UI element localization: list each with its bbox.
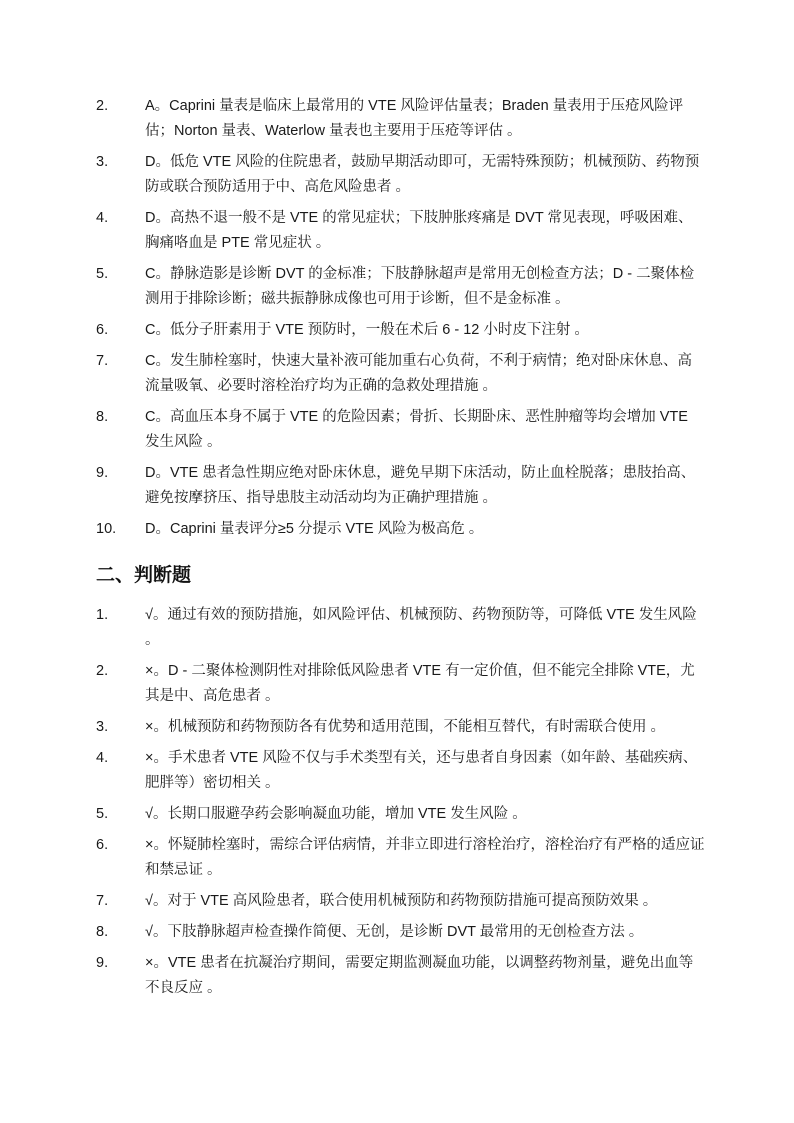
item-text: ×。机械预防和药物预防各有优势和适用范围，不能相互替代，有时需联合使用 。: [145, 719, 665, 735]
list-item: [96, 150, 706, 200]
list-item: [96, 833, 706, 883]
list-item: [96, 889, 706, 914]
item-text: C。低分子肝素用于 VTE 预防时，一般在术后 6 - 12 小时皮下注射 。: [145, 322, 589, 338]
item-number: 10.: [96, 521, 117, 537]
list-item: [96, 746, 706, 796]
list-item: [96, 318, 706, 343]
answer-list-true-false: [96, 603, 706, 1007]
list-item: [96, 603, 706, 653]
item-number: 5.: [96, 266, 109, 282]
item-text: C。高血压本身不属于 VTE 的危险因素；骨折、长期卧床、恶性肿瘤等均会增加 VTE 发生风险 。: [145, 409, 688, 450]
list-item: [96, 262, 706, 312]
list-item: [96, 517, 706, 542]
item-text: ×。D - 二聚体检测阴性对排除低风险患者 VTE 有一定价值，但不能完全排除 VTE，尤其是中、高危患者 。: [145, 663, 695, 704]
item-number: 8.: [96, 924, 109, 940]
item-text: √。通过有效的预防措施，如风险评估、机械预防、药物预防等，可降低 VTE 发生风险 。: [145, 607, 697, 648]
list-item: [96, 206, 706, 256]
list-item: [96, 951, 706, 1001]
list-item: [96, 715, 706, 740]
section-heading-true-false: 二、判断题: [96, 565, 192, 586]
item-number: 1.: [96, 607, 109, 623]
list-item: [96, 659, 706, 709]
item-number: 6.: [96, 322, 109, 338]
item-number: 2.: [96, 663, 109, 679]
item-number: 9.: [96, 955, 109, 971]
item-text: D。低危 VTE 风险的住院患者，鼓励早期活动即可，无需特殊预防；机械预防、药物预防或联合预防适用于中、高危风险患者 。: [145, 154, 700, 195]
list-item: [96, 94, 706, 144]
item-number: 9.: [96, 465, 109, 481]
item-text: √。长期口服避孕药会影响凝血功能，增加 VTE 发生风险 。: [145, 806, 527, 822]
item-text: √。对于 VTE 高风险患者，联合使用机械预防和药物预防措施可提高预防效果 。: [145, 893, 658, 909]
item-text: C。发生肺栓塞时，快速大量补液可能加重右心负荷，不利于病情；绝对卧床休息、高流量吸氧、必要时溶栓治疗均为正确的急救处理措施 。: [145, 353, 692, 394]
item-number: 4.: [96, 750, 109, 766]
item-number: 3.: [96, 154, 109, 170]
item-number: 8.: [96, 409, 109, 425]
item-number: 7.: [96, 353, 109, 369]
item-text: ×。手术患者 VTE 风险不仅与手术类型有关，还与患者自身因素（如年龄、基础疾病、肥胖等）密切相关 。: [145, 750, 698, 791]
list-item: [96, 461, 706, 511]
list-item: [96, 802, 706, 827]
item-text: D。VTE 患者急性期应绝对卧床休息，避免早期下床活动，防止血栓脱落；患肢抬高、避免按摩挤压、指导患肢主动活动均为正确护理措施 。: [145, 465, 696, 506]
item-number: 4.: [96, 210, 109, 226]
item-number: 3.: [96, 719, 109, 735]
item-text: C。静脉造影是诊断 DVT 的金标准；下肢静脉超声是常用无创检查方法；D - 二聚体检测用于排除诊断；磁共振静脉成像也可用于诊断，但不是金标准 。: [145, 266, 695, 307]
item-number: 5.: [96, 806, 109, 822]
item-text: ×。怀疑肺栓塞时，需综合评估病情，并非立即进行溶栓治疗，溶栓治疗有严格的适应证和禁忌证 。: [145, 837, 705, 878]
item-number: 6.: [96, 837, 109, 853]
list-item: [96, 349, 706, 399]
item-number: 7.: [96, 893, 109, 909]
item-text: D。Caprini 量表评分≥5 分提示 VTE 风险为极高危 。: [145, 521, 484, 537]
item-text: ×。VTE 患者在抗凝治疗期间，需要定期监测凝血功能，以调整药物剂量，避免出血等不良反应 。: [145, 955, 694, 996]
list-item: [96, 920, 706, 945]
answer-list-single-choice: [96, 94, 706, 548]
list-item: [96, 405, 706, 455]
item-text: √。下肢静脉超声检查操作简便、无创，是诊断 DVT 最常用的无创检查方法 。: [145, 924, 644, 940]
item-text: A。Caprini 量表是临床上最常用的 VTE 风险评估量表；Braden 量表用于压疮风险评估；Norton 量表、Waterlow 量表也主要用于压疮等评估 。: [145, 98, 684, 139]
item-number: 2.: [96, 98, 109, 114]
item-text: D。高热不退一般不是 VTE 的常见症状；下肢肿胀疼痛是 DVT 常见表现，呼吸困难、胸痛咯血是 PTE 常见症状 。: [145, 210, 693, 251]
